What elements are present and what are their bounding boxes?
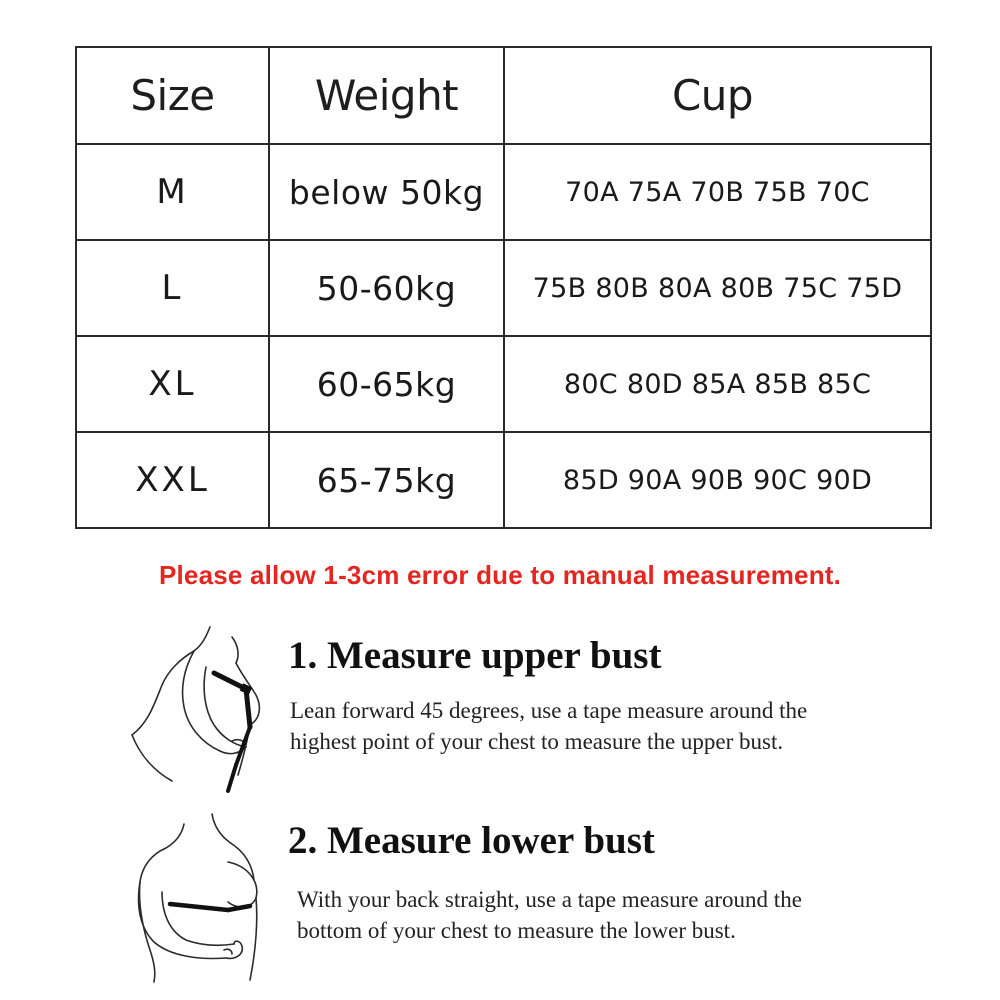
step-title: 1. Measure upper bust <box>288 634 662 677</box>
weight-cell: 50-60kg <box>269 240 504 336</box>
step-description-line: Lean forward 45 degrees, use a tape measure around the <box>290 698 808 723</box>
size-cell: XXL <box>76 432 269 528</box>
cup-cell: 75B 80B 80A 80B 75C 75D <box>504 240 931 336</box>
cup-cell: 85D 90A 90B 90C 90D <box>504 432 931 528</box>
header-size: Size <box>76 47 269 144</box>
weight-cell: below 50kg <box>269 144 504 240</box>
step-description-line: highest point of your chest to measure the upper bust. <box>290 729 784 754</box>
weight-cell: 65-75kg <box>269 432 504 528</box>
table-row <box>76 144 931 240</box>
upright-measure-figure-icon <box>110 800 290 985</box>
table-row <box>76 336 931 432</box>
table-header-row <box>76 47 931 144</box>
step-upper-bust <box>0 615 1000 805</box>
header-weight: Weight <box>269 47 504 144</box>
size-cell: M <box>76 144 269 240</box>
step-description-line: With your back straight, use a tape measure around the <box>297 887 802 912</box>
header-cup: Cup <box>504 47 931 144</box>
cup-cell: 80C 80D 85A 85B 85C <box>504 336 931 432</box>
table-row <box>76 432 931 528</box>
measurement-error-note: Please allow 1-3cm error due to manual measurement. <box>158 560 842 590</box>
size-chart-table <box>75 46 932 529</box>
size-cell: XL <box>76 336 269 432</box>
table-row <box>76 240 931 336</box>
lean-forward-measure-figure-icon <box>110 615 290 800</box>
step-description <box>297 884 957 946</box>
weight-cell: 60-65kg <box>269 336 504 432</box>
step-description-line: bottom of your chest to measure the lower bust. <box>297 918 736 943</box>
cup-cell: 70A 75A 70B 75B 70C <box>504 144 931 240</box>
step-lower-bust <box>0 800 1000 990</box>
step-title: 2. Measure lower bust <box>288 819 655 862</box>
step-description <box>290 695 950 757</box>
size-cell: L <box>76 240 269 336</box>
